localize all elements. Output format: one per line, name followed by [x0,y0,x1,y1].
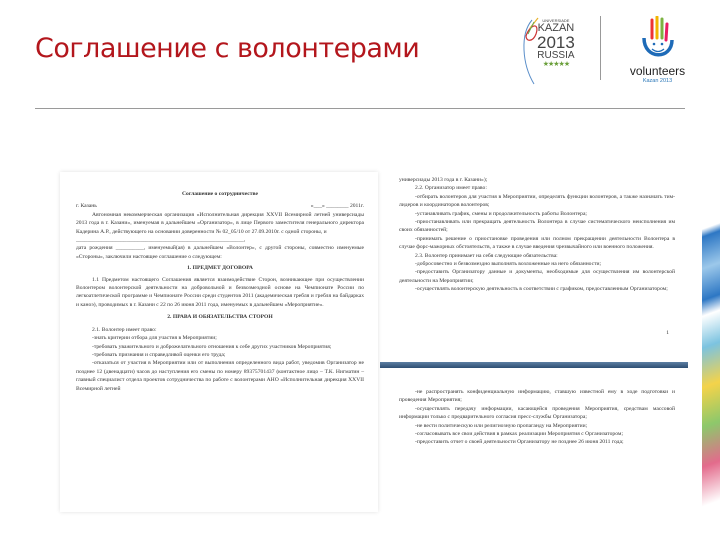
title-divider [35,108,685,109]
clause-item: -предоставить отчет о своей деятельности Организатору не позднее 26 июня 2011 года; [415,439,624,446]
clause-item: -принимать решение о приостановке проведения или полном прекращении деятельности Волонтера в случае форс-мажорных обстоятельств, а также в случае введения чрезвычайного или военного положения. [399,235,675,251]
agreement-intro: Автономная некоммерческая организация «Исполнительная дирекция XXVII Всемирной летней универсиады 2013 года в г. Казани», именуемая в дальнейшем «Организатор», в лице Первого заместителя генерального директора Кадерина А.Р., действующего на основании доверенности № 02_05/10 от 27.09.2010г. с одной стороны, и [76,211,364,235]
clause-item: -отказаться от участия в Мероприятии или от выполнения определенного вида работ, уведомив Организатор не позднее 12 (двенадцати) часов до наступления его смены по номеру 89375701437 (контактное лицо – Т.К. Нигматин – главный специалист отдела проектов сотрудничества по работе с волонтерами АНО «Исполнительная дирекция XXVII Всемирной летней [76,360,364,392]
logo-divider [600,16,601,80]
logo-kazan-2013-text: Kazan 2013 [642,78,673,84]
clause-item: -требовать уважительного и доброжелательного отношения к себе других участников Мероприятия; [92,343,332,350]
clause-item: -предоставить Организатору данные и документы, необходимые для осуществления им волонтерской деятельности на Мероприятии; [399,269,675,284]
agreement-page-2 [383,172,691,362]
agreement-blank-line: ____________________________________________________________, [76,237,246,244]
clause-item: -не вести политическую или религиозную пропаганду на Мероприятии; [415,422,588,429]
universiade-logo [518,14,590,86]
hand-icon [638,16,678,64]
agreement-page-3 [383,368,691,468]
volunteers-logo [620,16,695,88]
slide-title: Соглашение с волонтерами [35,33,420,64]
clause-1-1: 1.1 Предметом настоящего Соглашения является взаимодействие Сторон, возникающее при осуществлении Волонтером волонтерской деятельности на добровольной и безвозмездной основе на Чемпионате России по легкоатлетической программе и Чемпионате России среди студентов 2011 (академическая гребля и гребля на байдарках и каноэ), проводимых в г. Казани с 22 по 26 июня 2011 года, именуемых в дальнейшем «Мероприятие». [76,276,364,308]
agreement-heading: Соглашение о сотрудничестве [182,191,258,197]
logo-kazan-text: KAZAN [537,22,575,34]
agreement-city: г. Казань [76,203,97,210]
clause-item: -отбирать волонтеров для участия в Мероприятии, определять функции волонтеров, а также назначать тим-лидеров и координаторов волонтеров; [399,193,675,209]
agreement-date: «___» ________ 2011г. [310,203,364,210]
agreement-page-1 [60,172,378,512]
decorative-edge-stripes [702,150,720,540]
logo-year-text: 2013 [537,33,575,52]
section-1-heading: 1. ПРЕДМЕТ ДОГОВОРА [187,265,253,272]
clause-item: -знать критерии отбора для участия в Мероприятии; [92,335,217,342]
agreement-intro-2: дата рождения __________, именуемый(ая) в дальнейшем «Волонтер», с другой стороны, совместно именуемые «Стороны», заключили настоящее соглашение о следующем: [76,245,364,260]
logo-russia-text: RUSSIA [537,50,575,61]
logo-stars-icon: ★★★★★ [542,61,570,68]
clause-2-1: 2.1. Волонтер имеет право: [92,326,157,333]
clause-item: -добросовестно и безвозмездно выполнять возложенные на него обязанности; [415,261,602,268]
section-2-heading: 2. ПРАВА И ОБЯЗАТЕЛЬСТВА СТОРОН [167,314,273,321]
page2-lead: универсиады 2013 года в г. Казани»); [399,177,488,183]
clause-item: -согласовывать все свои действия в рамках реализации Мероприятия с Организатором; [415,431,624,438]
clause-item: -осуществлять волонтерскую деятельность в соответствии с графиком, предоставленным Организатором; [415,286,668,293]
page-number: 1 [666,330,669,336]
clause-item: -устанавливать график, смены и продолжительность работы Волонтера; [415,210,587,217]
logo-universiade-text: UNIVERSIADE [542,18,570,23]
clause-item: -не распространять конфиденциальную информацию, ставшую известной ему в ходе подготовки и проведения Мероприятия; [399,389,675,404]
logo-volunteers-text: volunteers [629,64,686,78]
clause-item: -осуществлять передачу информации, касающейся проведения Мероприятия, средствам массовой информации только с предварительного согласия пресс-службы Организатора; [399,405,675,421]
clause-item: -требовать признания и справедливой оценки его труда; [92,351,226,358]
clause-item: -приостанавливать или прекращать деятельность Волонтера в случае систематического неисполнения им своих обязанностей; [399,219,675,234]
clause-2-3: 2.3. Волонтер принимает на себя следующие обязательства: [415,252,558,259]
clause-2-2: 2.2. Организатор имеет право: [415,185,487,192]
